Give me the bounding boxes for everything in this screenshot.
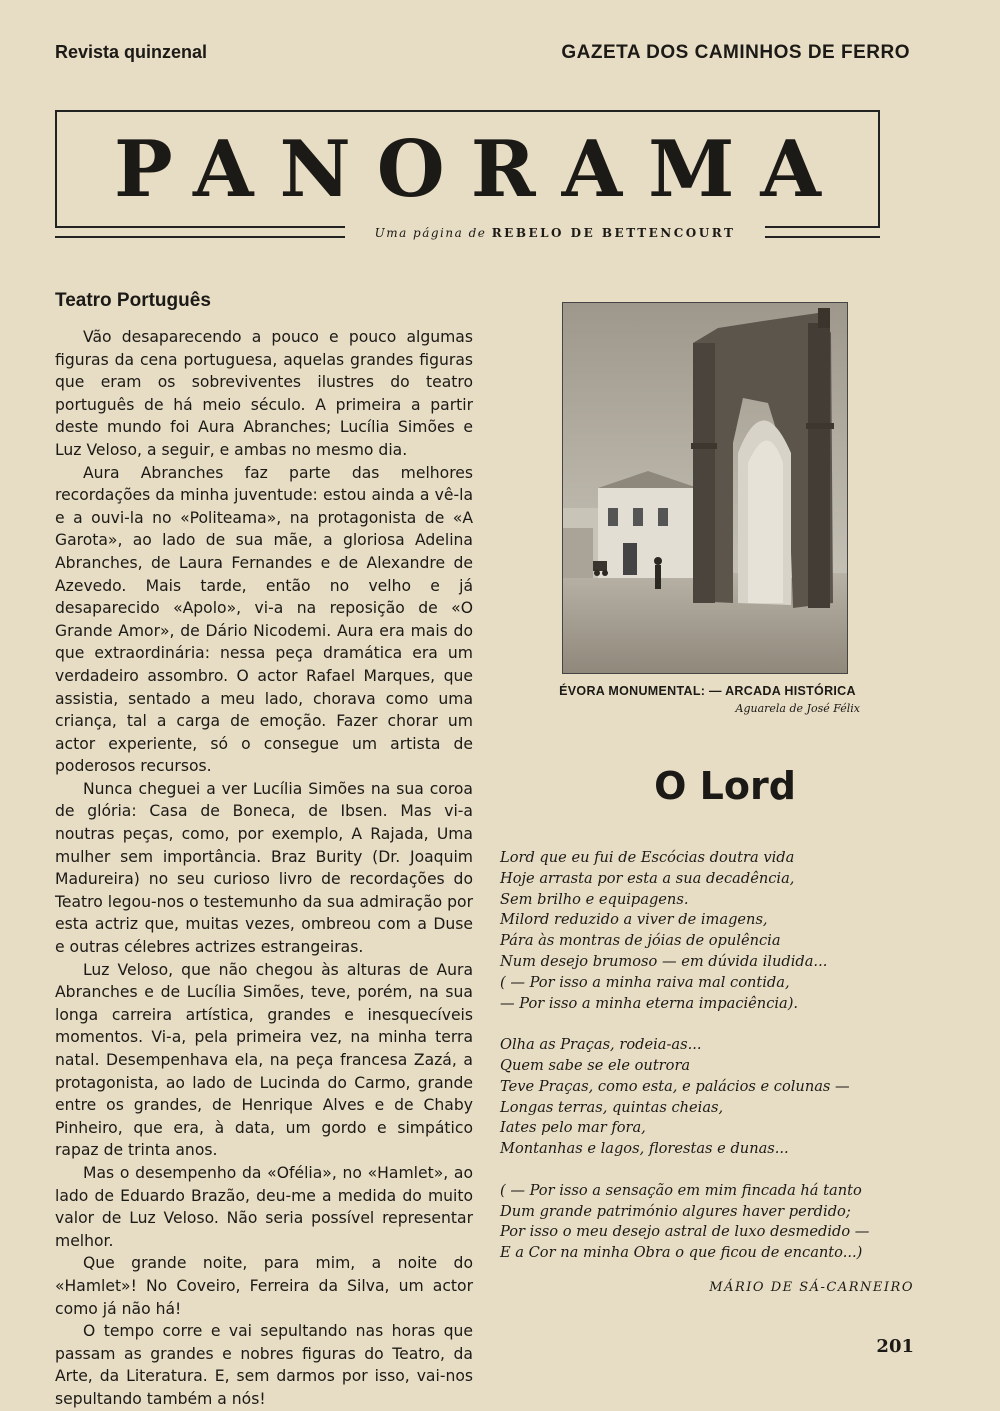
running-header-right: GAZETA DOS CAMINHOS DE FERRO [561, 42, 910, 63]
poem-line: ( — Por isso a minha raiva mal contida, [500, 973, 790, 991]
poem-line: E a Cor na minha Obra o que ficou de encanto...) [500, 1244, 863, 1262]
poem-title: O Lord [654, 764, 796, 808]
byline-prefix: Uma página de [374, 226, 487, 240]
running-header-left: Revista quinzenal [55, 42, 208, 62]
article-paragraph: Vão desaparecendo a pouco e pouco algumas figuras da cena portuguesa, aquelas grandes figuras que eram os sobreviventes ilustres do teatro português de há meio século. A primeira a partir deste mundo foi Aura Abranches; Lucília Simões e Luz Veloso, a seguir, e ambas no mesmo dia. [55, 328, 473, 459]
poem-line: Milord reduzido a viver de imagens, [500, 911, 768, 929]
poem-author: MÁRIO DE SÁ-CARNEIRO [709, 1280, 914, 1295]
article-title: Teatro Português [55, 290, 211, 311]
poem-line: Hoje arrasta por esta a sua decadência, [500, 869, 795, 887]
article-body [55, 326, 473, 1411]
poem-line: Sem brilho e equipagens. [500, 890, 689, 908]
masthead-rule-right [760, 236, 880, 238]
poem-line: Quem sabe se ele outrora [500, 1056, 691, 1074]
article-paragraph: Aura Abranches faz parte das melhores recordações da minha juventude: estou ainda a vê-la e a ouvi-la no «Politeama», na protagonista de «A Garota», ao lado de sua mãe, a gloriosa Adelina Abranches, de Laura Fernandes e de Alexandre de Azevedo. Mais tarde, então no velho e já desaparecido «Apolo», vi-a na reposição de «O Grande Amor», de Dário Nicodemi. Aura era mais do que extraordinária: nessa peça dramática era um verdadeiro assombro. O actor Rafael Marques, que assistia, sentado a meu lado, chorava como uma criança, tal a carga de emoção. Fazer chorar um actor experiente, só o consegue um artista de poderosos recursos. [55, 463, 473, 776]
page-number: 201 [876, 1336, 914, 1357]
poem-line: Montanhas e lagos, florestas e dunas... [500, 1140, 789, 1158]
poem-line: Dum grande património algures haver perdido; [500, 1202, 851, 1220]
poem-line: Olha as Praças, rodeia-as... [500, 1036, 702, 1054]
arch-drawing [563, 303, 847, 673]
article-paragraph: Que grande noite, para mim, a noite do «Hamlet»! No Coveiro, Ferreira da Silva, um actor como já não há! [55, 1254, 473, 1318]
byline-author: REBELO DE BETTENCOURT [491, 226, 736, 240]
masthead-title: PANORAMA [114, 124, 847, 215]
masthead-byline [345, 226, 765, 240]
article-paragraph: Nunca cheguei a ver Lucília Simões na sua coroa de glória: Casa de Boneca, de Ibsen. Mas vi-a noutras peças, como, por exemplo, A Rajada, Uma mulher sem importância. Braz Burity (Dr. Joaquim Madureira) no seu curioso livro de recordações do Teatro legou-nos o testemunho da sua admiração por esta actriz que, muitas vezes, ombreou com a Duse e outras célebres actrizes estrangeiras. [55, 779, 473, 957]
poem-line: — Por isso a minha eterna impaciência). [500, 994, 799, 1012]
poem-body [500, 848, 920, 1285]
poem-line: Longas terras, quintas cheias, [500, 1098, 724, 1116]
poem-line: Num desejo brumoso — em dúvida iludida... [500, 952, 828, 970]
poem-line: Teve Praças, como esta, e palácios e colunas — [500, 1077, 850, 1095]
article-paragraph: Mas o desempenho da «Ofélia», no «Hamlet», ao lado de Eduardo Brazão, deu-me a medida do muito valor de Luz Veloso. Não seria possível representar melhor. [55, 1163, 473, 1250]
article-paragraph: O tempo corre e vai sepultando nas horas que passam as grandes e nobres figuras do Teatro, da Arte, da Literatura. E, sem darmos por isso, vai-nos sepultando também a nós! [55, 1322, 473, 1408]
poem-stanza [500, 1035, 920, 1160]
poem-line: Lord que eu fui de Escócias doutra vida [500, 849, 795, 866]
poem-line: Por isso o meu desejo astral de luxo desmedido — [500, 1223, 870, 1241]
arch-illustration [562, 302, 848, 674]
poem-stanza [500, 848, 920, 1014]
poem-stanza [500, 1181, 920, 1264]
poem-line: ( — Por isso a sensação em mim fincada há tanto [500, 1181, 862, 1199]
article-paragraph: Luz Veloso, que não chegou às alturas de Aura Abranches e de Lucília Simões, teve, porém, na sua longa carreira artística, grandes e inesquecíveis momentos. Vi-a, pela primeira vez, na minha terra natal. Desempenhava ela, na peça francesa Zazá, a protagonista, ao lado de Lucinda do Carmo, grande entre os grandes, de Henrique Alves e de Chaby Pinheiro, que era, à data, um gordo e simpático rapaz de trinta anos. [55, 960, 473, 1160]
masthead-rule-left [55, 236, 355, 238]
poem-line: Pára às montras de jóias de opulência [500, 932, 781, 950]
poem-line: Iates pelo mar fora, [500, 1119, 646, 1137]
illustration-caption: ÉVORA MONUMENTAL: — ARCADA HISTÓRICA [559, 684, 856, 698]
illustration-credit: Aguarela de José Félix [735, 702, 860, 715]
